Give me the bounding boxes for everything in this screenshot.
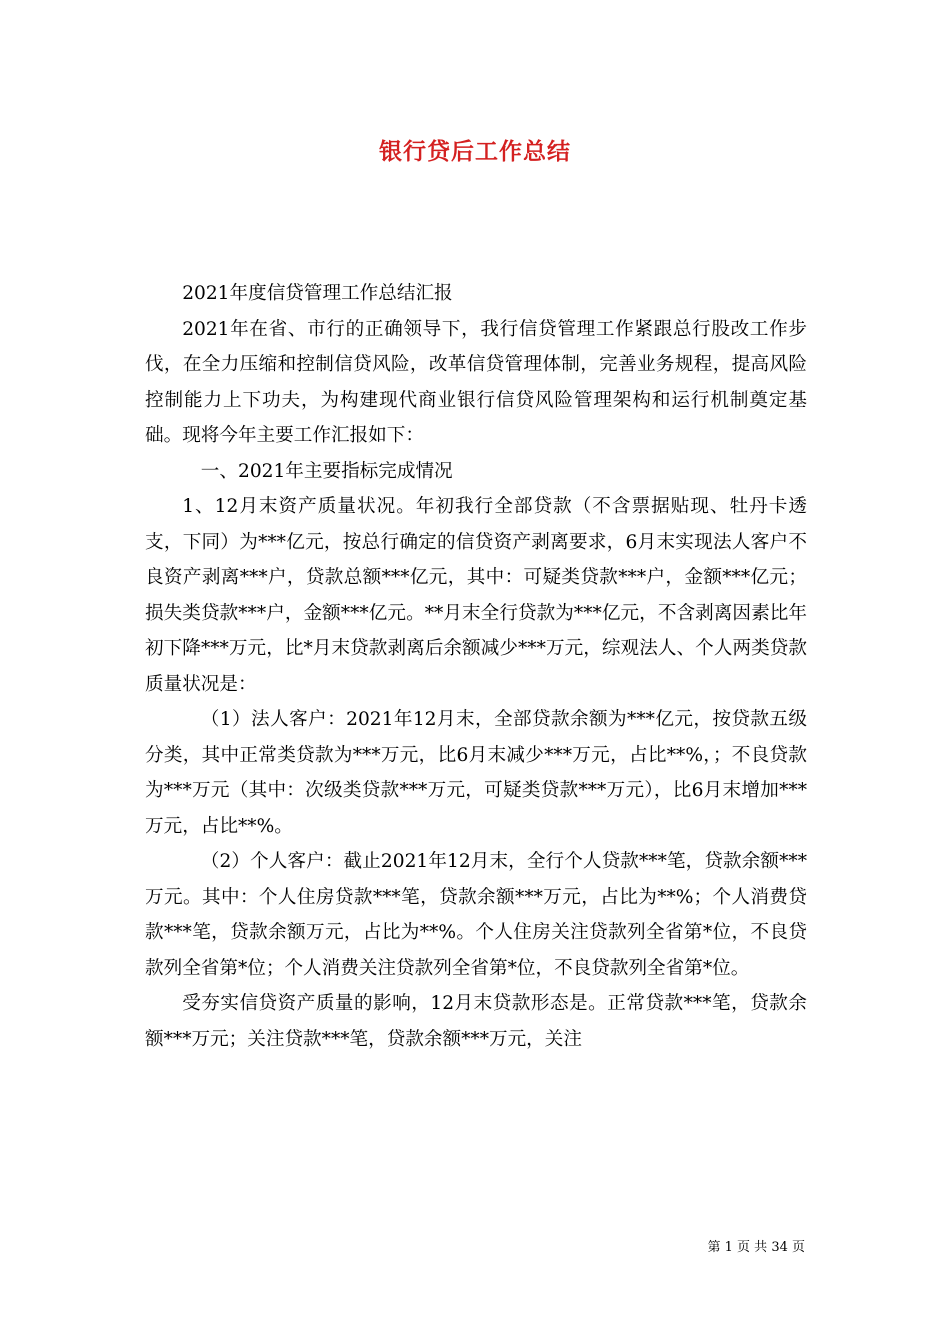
report-heading: 2021年度信贷管理工作总结汇报 bbox=[182, 283, 453, 304]
corporate-client-paragraph: （1）法人客户：2021年12月末，全部贷款余额为***亿元，按贷款五级分类，其中正常类贷款为***万元，比6月末减少***万元，占比**%，；不良贷款为***万元（其中：次级类贷款***万元，可疑类贷款***万元），比6月末增加***万元，占比**%。 bbox=[145, 709, 807, 837]
loan-status-paragraph: 受夯实信贷资产质量的影响，12月末贷款形态是。正常贷款***笔，贷款余额***万元；关注贷款***笔，贷款余额***万元，关注 bbox=[145, 993, 807, 1050]
document-title: 银行贷后工作总结 bbox=[379, 138, 571, 165]
intro-paragraph: 2021年在省、市行的正确领导下，我行信贷管理工作紧跟总行股改工作步伐，在全力压缩和控制信贷风险，改革信贷管理体制，完善业务规程，提高风险控制能力上下功夫，为构建现代商业银行信贷风险管理架构和运行机制奠定基础。现将今年主要工作汇报如下： bbox=[145, 318, 807, 446]
section-heading: 一、2021年主要指标完成情况 bbox=[200, 460, 453, 482]
asset-quality-paragraph: 1、12月末资产质量状况。年初我行全部贷款（不含票据贴现、牡丹卡透支，下同）为***亿元，按总行确定的信贷资产剥离要求，6月末实现法人客户不良资产剥离***户，贷款总额***亿元，其中：可疑类贷款***户，金额***亿元；损失类贷款***户，金额***亿元。**月末全行贷款为***亿元，不含剥离因素比年初下降***万元，比*月末贷款剥离后余额减少***万元，综观法人、个人两类贷款质量状况是： bbox=[145, 496, 807, 695]
page-number: 第 1 页 共 34 页 bbox=[707, 1240, 805, 1255]
document-body bbox=[145, 276, 807, 1057]
personal-client-paragraph: （2）个人客户：截止2021年12月末，全行个人贷款***笔，贷款余额***万元。其中：个人住房贷款***笔，贷款余额***万元，占比为**%；个人消费贷款***笔，贷款余额万元，占比为**%。个人住房关注贷款列全省第*位，不良贷款列全省第*位；个人消费关注贷款列全省第*位，不良贷款列全省第*位。 bbox=[145, 851, 807, 979]
